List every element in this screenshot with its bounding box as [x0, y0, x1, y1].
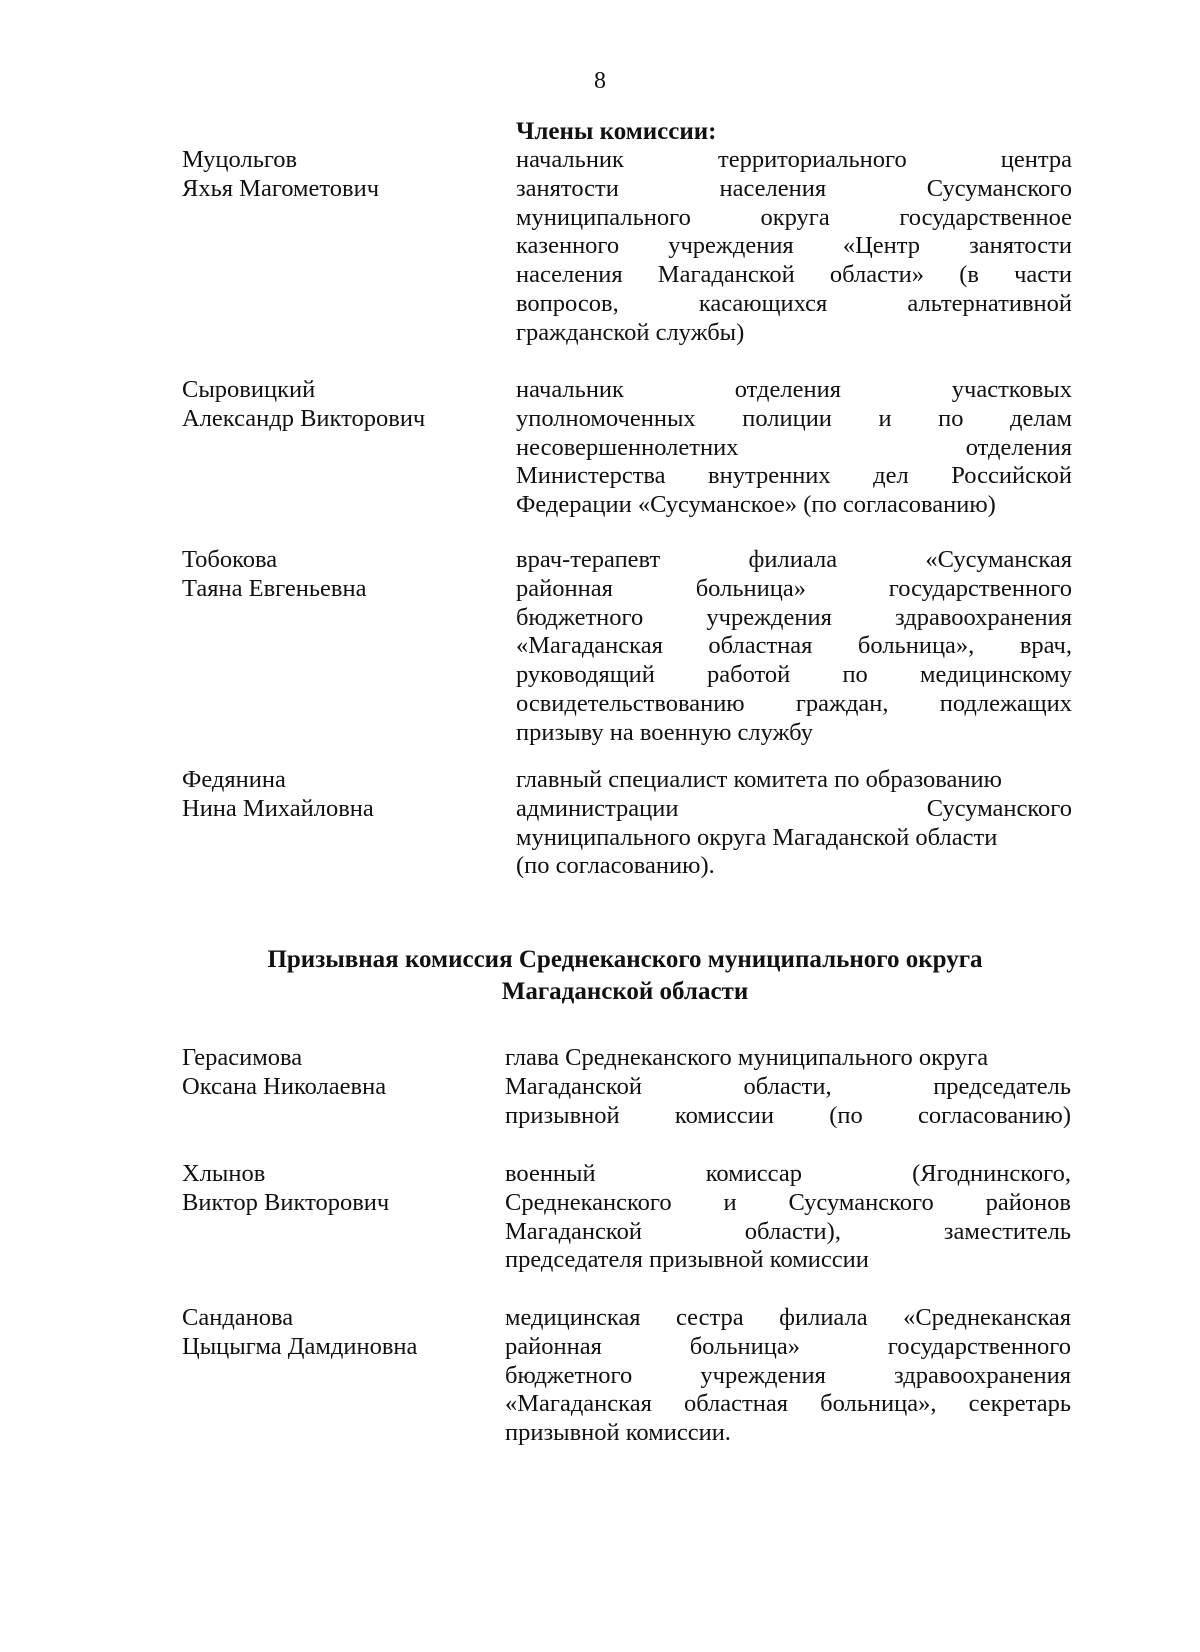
member-surname: Тобокова — [182, 546, 278, 573]
member-name — [182, 146, 482, 204]
role-line: занятости населения Сусуманского — [516, 174, 1072, 202]
role-line: призывной комиссии (по согласованию) — [505, 1101, 1071, 1129]
role-line: начальник отделения участковых — [516, 376, 1072, 403]
member-role — [516, 546, 1072, 748]
page-number: 8 — [594, 68, 606, 94]
member-role — [505, 1044, 1071, 1130]
member-given-name: Яхья Магометович — [182, 174, 380, 202]
member-surname: Герасимова — [182, 1044, 303, 1071]
section-title-line: Призывная комиссия Среднеканского муниципального округа — [267, 946, 983, 973]
role-line: главный специалист комитета по образованию — [516, 766, 1002, 793]
role-line: призывной комиссии. — [505, 1419, 731, 1447]
role-line: председателя призывной комиссии — [505, 1246, 869, 1274]
role-line: Министерства внутренних дел Российской — [516, 462, 1072, 490]
member-name — [182, 1044, 482, 1102]
members-heading: Члены комиссии: — [516, 118, 717, 145]
role-line: Федерации «Сусуманское» (по согласованию) — [516, 491, 996, 519]
member-name — [182, 376, 482, 434]
role-line: медицинская сестра филиала «Среднеканская — [505, 1304, 1071, 1331]
role-line: уполномоченных полиции и по делам — [516, 404, 1072, 432]
member-role — [516, 146, 1072, 348]
member-surname: Сыровицкий — [182, 376, 316, 403]
role-line: муниципального округа Магаданской области — [516, 823, 998, 851]
role-line: муниципального округа государственное — [516, 203, 1072, 231]
role-line: районная больница» государственного — [516, 574, 1072, 602]
role-line: гражданской службы) — [516, 318, 745, 346]
role-line: администрации Сусуманского — [516, 794, 1072, 822]
member-given-name: Виктор Викторович — [182, 1188, 390, 1216]
member-given-name: Нина Михайловна — [182, 794, 374, 822]
role-line: «Магаданская областная больница», врач, — [516, 632, 1072, 660]
member-role — [505, 1304, 1071, 1448]
section-title-line: Магаданской области — [501, 978, 749, 1005]
section-heading — [0, 944, 1200, 1008]
role-line: освидетельствованию граждан, подлежащих — [516, 689, 1072, 717]
role-line: казенного учреждения «Центр занятости — [516, 232, 1072, 260]
member-role — [505, 1160, 1071, 1275]
role-line: Магаданской области), заместитель — [505, 1217, 1071, 1245]
role-line: военный комиссар (Ягоднинского, — [505, 1160, 1071, 1187]
role-line: призыву на военную службу — [516, 718, 813, 746]
role-line: несовершеннолетних отделения — [516, 433, 1072, 461]
role-line: бюджетного учреждения здравоохранения — [516, 603, 1072, 631]
member-given-name: Таяна Евгеньевна — [182, 574, 367, 602]
member-surname: Муцольгов — [182, 146, 298, 173]
member-name — [182, 766, 482, 824]
role-line: Среднеканского и Сусуманского районов — [505, 1188, 1071, 1216]
role-line: руководящий работой по медицинскому — [516, 661, 1072, 689]
member-role — [516, 376, 1072, 520]
role-line: врач-терапевт филиала «Сусуманская — [516, 546, 1072, 573]
member-given-name: Александр Викторович — [182, 404, 426, 432]
member-name — [182, 1304, 482, 1362]
role-line: населения Магаданской области» (в части — [516, 261, 1072, 289]
role-line: вопросов, касающихся альтернативной — [516, 289, 1072, 317]
role-line: глава Среднеканского муниципального округа — [505, 1044, 989, 1071]
role-line: Магаданской области, председатель — [505, 1072, 1071, 1100]
role-line: (по согласованию). — [516, 852, 715, 880]
role-line: начальник территориального центра — [516, 146, 1072, 173]
role-line: «Магаданская областная больница», секретарь — [505, 1390, 1071, 1418]
member-surname: Федянина — [182, 766, 286, 793]
member-given-name: Оксана Николаевна — [182, 1072, 387, 1100]
member-surname: Хлынов — [182, 1160, 266, 1187]
member-surname: Санданова — [182, 1304, 294, 1331]
member-name — [182, 546, 482, 604]
role-line: бюджетного учреждения здравоохранения — [505, 1361, 1071, 1389]
member-role — [516, 766, 1072, 881]
member-name — [182, 1160, 482, 1218]
role-line: районная больница» государственного — [505, 1332, 1071, 1360]
member-given-name: Цыцыгма Дамдиновна — [182, 1332, 418, 1360]
